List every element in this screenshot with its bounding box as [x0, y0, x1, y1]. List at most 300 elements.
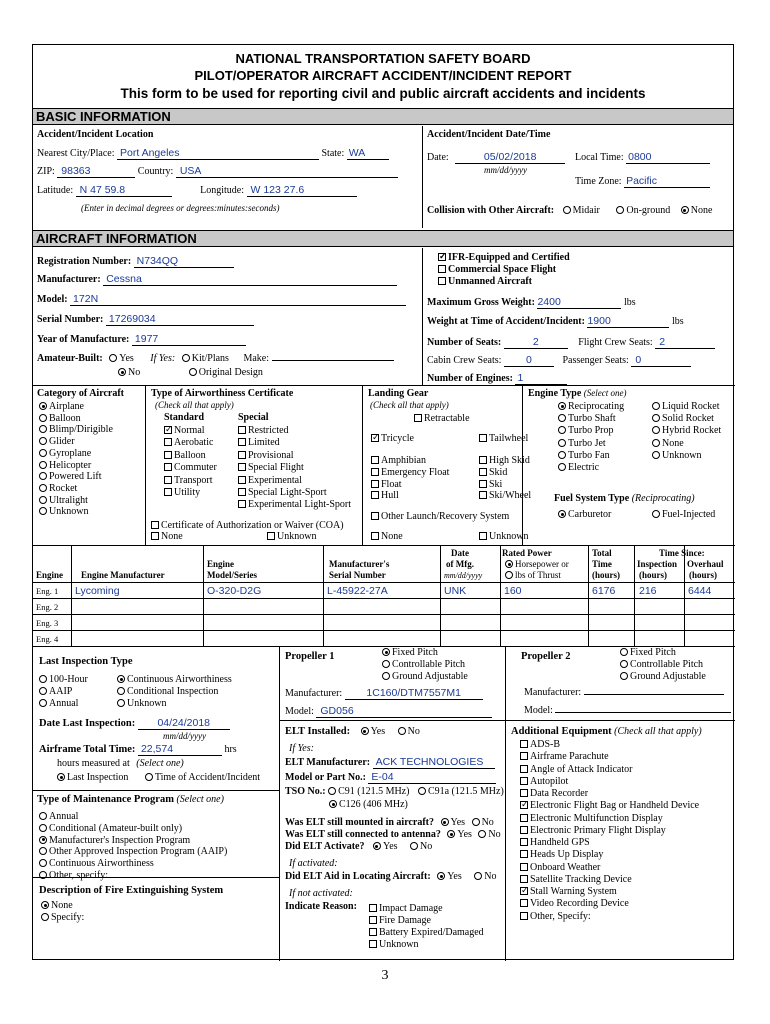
elt-installed-yes[interactable]: Yes: [361, 726, 386, 737]
checkbox-icon: [238, 451, 246, 459]
radio-selected-icon: [382, 648, 390, 656]
category-rocket[interactable]: Rocket: [39, 483, 113, 495]
engine-type-title: Engine Type: [528, 388, 582, 399]
th-serial-1: Manufacturer's: [329, 559, 390, 569]
if-yes-label: If Yes:: [150, 353, 176, 364]
amateur-yes[interactable]: Yes: [109, 353, 134, 364]
spc-special-light-sport[interactable]: Special Light-Sport: [238, 487, 351, 499]
equipment-note: (Check all that apply): [614, 726, 702, 737]
elt-mounted-yes[interactable]: Yes: [441, 817, 466, 828]
airframe-total-time-field[interactable]: 22,574: [138, 743, 222, 756]
tso-c126[interactable]: C126 (406 MHz): [329, 799, 408, 810]
equip-efb[interactable]: ✓Electronic Flight Bag or Handheld Device: [520, 800, 699, 812]
landing-gear-note: (Check all that apply): [370, 400, 449, 410]
equip-hud[interactable]: Heads Up Display: [520, 849, 699, 861]
local-time-field[interactable]: 0800: [626, 151, 710, 164]
equip-autopilot[interactable]: Autopilot: [520, 776, 699, 788]
country-label: Country:: [137, 166, 174, 177]
engine-unknown[interactable]: Unknown: [652, 450, 721, 462]
th-total-1: Total: [592, 548, 612, 558]
elt-connected-label: Was ELT still connected to antenna?: [285, 829, 441, 840]
checkbox-icon: [520, 838, 528, 846]
longitude-label: Longitude:: [200, 185, 244, 196]
elt-activate-no[interactable]: No: [410, 841, 432, 852]
engine-turbo-shaft[interactable]: Turbo Shaft: [558, 413, 624, 425]
checkbox-checked-icon: [520, 887, 528, 895]
category-helicopter[interactable]: Helicopter: [39, 460, 113, 472]
equip-data-recorder[interactable]: Data Recorder: [520, 788, 699, 800]
eng1-serial[interactable]: L-45922-27A: [327, 585, 388, 597]
cabin-crew-seats-label: Cabin Crew Seats:: [427, 355, 502, 366]
engines-field[interactable]: 1: [515, 372, 567, 385]
engines-label: Number of Engines:: [427, 373, 513, 384]
fuel-injected[interactable]: Fuel-Injected: [652, 509, 715, 520]
engine-turbo-prop[interactable]: Turbo Prop: [558, 425, 624, 437]
gear-retractable[interactable]: Retractable: [414, 413, 470, 424]
radio-icon: [474, 872, 482, 880]
radio-icon: [39, 507, 47, 515]
prop2-manufacturer-field[interactable]: [584, 694, 724, 695]
equip-other[interactable]: Other, Specify:: [520, 911, 699, 923]
th-engine-model-2: Model/Series: [207, 570, 257, 580]
spc-provisional[interactable]: Provisional: [238, 450, 351, 462]
eng1-date[interactable]: UNK: [444, 585, 467, 597]
engine-solid-rocket[interactable]: Solid Rocket: [652, 413, 721, 425]
insp-annual[interactable]: Annual: [39, 698, 88, 710]
elt-manufacturer-field[interactable]: ACK TECHNOLOGIES: [373, 756, 495, 769]
kit-plans-option[interactable]: Kit/Plans: [182, 353, 229, 364]
radio-icon: [620, 648, 628, 656]
maint-conditional[interactable]: Conditional (Amateur-built only): [39, 823, 241, 835]
propeller-1-title: Propeller 1: [285, 651, 335, 662]
gear-high-skid[interactable]: High Skid: [479, 455, 531, 467]
std-aerobatic[interactable]: Aerobatic: [164, 437, 217, 449]
checkbox-icon: [164, 438, 172, 446]
checkbox-icon: [369, 928, 377, 936]
airworthiness-title: Type of Airworthiness Certificate: [151, 388, 294, 399]
category-unknown[interactable]: Unknown: [39, 506, 113, 518]
gear-tricycle[interactable]: ✓Tricycle: [371, 433, 414, 444]
airworthiness-none[interactable]: None: [151, 531, 183, 542]
checkbox-icon: [520, 777, 528, 785]
checkbox-icon: [438, 265, 446, 273]
collision-midair[interactable]: Midair: [563, 205, 600, 216]
gear-other-launch[interactable]: Other Launch/Recovery System: [371, 511, 509, 522]
category-ultralight[interactable]: Ultralight: [39, 495, 113, 507]
manufacturer-field[interactable]: Cessna: [103, 273, 397, 286]
maint-manufacturer[interactable]: Manufacturer's Inspection Program: [39, 835, 241, 847]
passenger-seats-field[interactable]: 0: [631, 354, 691, 367]
prop1-fixed-pitch[interactable]: Fixed Pitch: [382, 647, 468, 659]
checkbox-icon: [520, 740, 528, 748]
ifr-equipped[interactable]: ✓IFR-Equipped and Certified: [438, 252, 570, 263]
page-number: 3: [381, 968, 389, 983]
checkbox-icon: [520, 850, 528, 858]
time-zone-field[interactable]: Pacific: [624, 175, 710, 188]
th-date-1: Date: [451, 548, 469, 558]
date-last-inspection-field[interactable]: 04/24/2018: [138, 717, 230, 730]
radio-icon: [652, 510, 660, 518]
tso-c91[interactable]: C91 (121.5 MHz): [328, 786, 409, 797]
gear-none[interactable]: None: [371, 531, 403, 542]
hrs-label: hrs: [224, 744, 237, 755]
reason-battery[interactable]: Battery Expired/Damaged: [369, 927, 484, 939]
engine-liquid-rocket[interactable]: Liquid Rocket: [652, 401, 721, 413]
elt-aid-yes[interactable]: Yes: [437, 871, 462, 882]
checkbox-icon: [164, 476, 172, 484]
gear-hull[interactable]: Hull: [371, 490, 449, 502]
radio-icon: [382, 672, 390, 680]
registration-field[interactable]: N734QQ: [134, 255, 234, 268]
date-format-hint: mm/dd/yyyy: [484, 165, 527, 175]
radio-icon: [39, 699, 47, 707]
radio-icon: [109, 354, 117, 362]
eng1-since-inspection[interactable]: 216: [639, 585, 657, 597]
category-airplane[interactable]: Airplane: [39, 401, 113, 413]
checkbox-checked-icon: [371, 434, 379, 442]
airframe-total-time-label: Airframe Total Time:: [39, 744, 136, 755]
checkbox-icon: [164, 488, 172, 496]
radio-icon: [478, 830, 486, 838]
gear-float[interactable]: Float: [371, 479, 449, 491]
std-utility[interactable]: Utility: [164, 487, 217, 499]
radio-selected-icon: [41, 901, 49, 909]
th-inspection-1: Inspection: [637, 559, 678, 569]
checkbox-icon: [369, 940, 377, 948]
reason-impact-damage[interactable]: Impact Damage: [369, 903, 484, 915]
radio-icon: [41, 913, 49, 921]
unmanned-aircraft[interactable]: Unmanned Aircraft: [438, 276, 532, 287]
collision-none[interactable]: None: [681, 205, 713, 216]
elt-connected-no[interactable]: No: [478, 829, 500, 840]
eng1-total-time[interactable]: 6176: [592, 585, 616, 597]
radio-icon: [39, 449, 47, 457]
checkbox-icon: [371, 480, 379, 488]
elt-if-not-activated: If not activated:: [289, 888, 353, 899]
collision-on-ground[interactable]: On-ground: [616, 205, 670, 216]
elt-if-yes: If Yes:: [289, 743, 314, 754]
fire-none[interactable]: None: [41, 900, 84, 912]
category-title: Category of Aircraft: [37, 388, 125, 399]
gear-tailwheel[interactable]: Tailwheel: [479, 433, 528, 444]
radio-selected-icon: [373, 842, 381, 850]
equip-mfd[interactable]: Electronic Multifunction Display: [520, 813, 699, 825]
equip-satellite-tracking[interactable]: Satellite Tracking Device: [520, 874, 699, 886]
city-field[interactable]: Port Angeles: [117, 147, 319, 160]
radio-icon: [145, 773, 153, 781]
prop2-model-field[interactable]: [555, 712, 731, 713]
th-lbs-thrust[interactable]: lbs of Thrust: [505, 570, 561, 580]
std-commuter[interactable]: Commuter: [164, 462, 217, 474]
checkbox-icon: [267, 532, 275, 540]
eng1-label: Eng. 1: [36, 586, 59, 596]
gear-skid[interactable]: Skid: [479, 467, 531, 479]
cabin-crew-seats-field[interactable]: 0: [504, 354, 554, 367]
radio-selected-icon: [681, 206, 689, 214]
radio-selected-icon: [447, 830, 455, 838]
gear-ski-wheel[interactable]: Ski/Wheel: [479, 490, 531, 502]
prop1-model-field[interactable]: GD056: [316, 705, 492, 718]
spc-restricted[interactable]: Restricted: [238, 425, 351, 437]
state-field[interactable]: WA: [347, 147, 389, 160]
prop1-manufacturer-label: Manufacturer:: [285, 688, 343, 699]
engine-type-left: [558, 401, 624, 474]
category-powered-lift[interactable]: Powered Lift: [39, 471, 113, 483]
th-rated-power: Rated Power: [502, 548, 552, 558]
flight-crew-seats-field[interactable]: 2: [655, 336, 715, 349]
checkbox-checked-icon: [520, 801, 528, 809]
category-glider[interactable]: Glider: [39, 436, 113, 448]
radio-icon: [39, 871, 47, 879]
commercial-space-flight[interactable]: Commercial Space Flight: [438, 264, 556, 275]
airworthiness-unknown[interactable]: Unknown: [267, 531, 316, 542]
make-label: Make:: [243, 353, 269, 364]
gear-amphibian[interactable]: Amphibian: [371, 455, 449, 467]
checkbox-icon: [371, 491, 379, 499]
propeller-2-title: Propeller 2: [521, 651, 571, 662]
elt-mounted-no[interactable]: No: [472, 817, 494, 828]
radio-icon: [39, 437, 47, 445]
hours-measured-note: (Select one): [136, 758, 184, 769]
radio-icon: [652, 451, 660, 459]
prop1-manufacturer-field[interactable]: 1C160/DTM7557M1: [345, 687, 483, 700]
radio-icon: [39, 847, 47, 855]
radio-selected-icon: [117, 675, 125, 683]
reason-fire-damage[interactable]: Fire Damage: [369, 915, 484, 927]
fuel-carburetor[interactable]: Carburetor: [558, 509, 611, 520]
engine-turbo-jet[interactable]: Turbo Jet: [558, 438, 624, 450]
coa-option[interactable]: Certificate of Authorization or Waiver (COA): [151, 520, 344, 531]
gear-left-list: [371, 455, 449, 502]
tso-c91a[interactable]: C91a (121.5 MHz): [418, 786, 504, 797]
passenger-seats-label: Passenger Seats:: [562, 355, 629, 366]
elt-mounted-label: Was ELT still mounted in aircraft?: [285, 817, 435, 828]
equip-video-recording[interactable]: Video Recording Device: [520, 898, 699, 910]
elt-aid-no[interactable]: No: [474, 871, 496, 882]
radio-icon: [382, 660, 390, 668]
equip-pfd[interactable]: Electronic Primary Flight Display: [520, 825, 699, 837]
prop2-model-label: Model:: [524, 705, 553, 716]
radio-selected-icon: [329, 800, 337, 808]
latitude-label: Latitude:: [37, 185, 74, 196]
engine-type-note: (Select one): [583, 388, 627, 398]
insp-unknown[interactable]: Unknown: [117, 698, 232, 710]
max-gross-weight-field[interactable]: 2400: [537, 296, 621, 309]
checkbox-icon: [238, 426, 246, 434]
spc-experimental-light-sport[interactable]: Experimental Light-Sport: [238, 499, 351, 511]
zip-field[interactable]: 98363: [57, 165, 135, 178]
checkbox-icon: [479, 468, 487, 476]
th-engine-manufacturer: Engine Manufacturer: [81, 570, 165, 580]
maint-other-approved[interactable]: Other Approved Inspection Program (AAIP): [39, 846, 241, 858]
collision-label: Collision with Other Aircraft:: [427, 205, 555, 216]
checkbox-icon: [520, 912, 528, 920]
date-field[interactable]: 05/02/2018: [455, 151, 565, 164]
radio-icon: [558, 451, 566, 459]
engine-hybrid-rocket[interactable]: Hybrid Rocket: [652, 425, 721, 437]
time-zone-label: Time Zone:: [575, 176, 622, 187]
equipment-list: [520, 739, 699, 923]
prop2-controllable[interactable]: Controllable Pitch: [620, 659, 706, 671]
equip-aoa-indicator[interactable]: Angle of Attack Indicator: [520, 764, 699, 776]
radio-icon: [652, 414, 660, 422]
eng1-since-overhaul[interactable]: 6444: [688, 585, 712, 597]
checkbox-icon: [479, 434, 487, 442]
hours-measured-label: hours measured at: [57, 758, 130, 769]
maint-other[interactable]: Other, specify:: [39, 870, 241, 882]
form-agency-title: NATIONAL TRANSPORTATION SAFETY BOARD: [235, 51, 531, 66]
radio-selected-icon: [39, 836, 47, 844]
elt-model-field[interactable]: E-04: [368, 771, 496, 784]
model-label: Model:: [37, 294, 68, 305]
measured-last-inspection[interactable]: Last Inspection: [57, 772, 128, 783]
th-horsepower[interactable]: Horsepower or: [505, 559, 569, 569]
gear-ski[interactable]: Ski: [479, 479, 531, 491]
spc-experimental[interactable]: Experimental: [238, 475, 351, 487]
engine-reciprocating[interactable]: Reciprocating: [558, 401, 624, 413]
engine-turbo-fan[interactable]: Turbo Fan: [558, 450, 624, 462]
weight-at-time-field[interactable]: 1900: [587, 315, 669, 328]
equip-onboard-weather[interactable]: Onboard Weather: [520, 862, 699, 874]
radio-icon: [39, 675, 47, 683]
elt-installed-no[interactable]: No: [398, 726, 420, 737]
checkbox-icon: [520, 826, 528, 834]
radio-icon: [39, 484, 47, 492]
spc-special-flight[interactable]: Special Flight: [238, 462, 351, 474]
checkbox-icon: [151, 521, 159, 529]
original-design-option[interactable]: Original Design: [189, 367, 263, 378]
prop1-ground-adjustable[interactable]: Ground Adjustable: [382, 671, 468, 683]
std-normal[interactable]: ✓Normal: [164, 425, 217, 437]
fire-specify[interactable]: Specify:: [41, 912, 84, 924]
category-blimp[interactable]: Blimp/Dirigible: [39, 424, 113, 436]
checkbox-icon: [520, 863, 528, 871]
radio-icon: [563, 206, 571, 214]
insp-conditional[interactable]: Conditional Inspection: [117, 686, 232, 698]
latitude-field[interactable]: N 47 59.8: [76, 184, 172, 197]
prop2-fixed-pitch[interactable]: Fixed Pitch: [620, 647, 706, 659]
std-balloon[interactable]: Balloon: [164, 450, 217, 462]
prop2-manufacturer-label: Manufacturer:: [524, 687, 582, 698]
eng1-model[interactable]: O-320-D2G: [207, 585, 262, 597]
prop1-model-label: Model:: [285, 706, 314, 717]
make-field[interactable]: [272, 360, 394, 361]
gear-emergency-float[interactable]: Emergency Float: [371, 467, 449, 479]
insp-continuous[interactable]: Continuous Airworthiness: [117, 674, 232, 686]
gear-unknown[interactable]: Unknown: [479, 531, 528, 542]
radio-icon: [652, 439, 660, 447]
eng1-manufacturer[interactable]: Lycoming: [75, 585, 120, 597]
eng1-power[interactable]: 160: [504, 585, 522, 597]
weight-at-time-label: Weight at Time of Accident/Incident:: [427, 316, 585, 327]
checkbox-icon: [479, 480, 487, 488]
checkbox-icon: [238, 438, 246, 446]
insp-100-hour[interactable]: 100-Hour: [39, 674, 88, 686]
engine-electric[interactable]: Electric: [558, 462, 624, 474]
date-label: Date:: [427, 152, 449, 163]
radio-icon: [39, 461, 47, 469]
elt-aid-label: Did ELT Aid in Locating Aircraft:: [285, 871, 431, 882]
equip-handheld-gps[interactable]: Handheld GPS: [520, 837, 699, 849]
radio-icon: [39, 859, 47, 867]
th-overhaul-1: Overhaul: [687, 559, 724, 569]
th-inspection-2: (hours): [639, 570, 668, 580]
radio-icon: [39, 414, 47, 422]
radio-icon: [505, 571, 513, 579]
maintenance-title: Type of Maintenance Program: [37, 794, 174, 805]
elt-manufacturer-label: ELT Manufacturer:: [285, 757, 371, 768]
radio-icon: [558, 439, 566, 447]
special-list: [238, 425, 351, 512]
checkbox-icon: [520, 752, 528, 760]
category-balloon[interactable]: Balloon: [39, 413, 113, 425]
eng3-label: Eng. 3: [36, 618, 59, 628]
radio-icon: [182, 354, 190, 362]
prop1-controllable[interactable]: Controllable Pitch: [382, 659, 468, 671]
lbs-label: lbs: [623, 297, 636, 308]
th-engine-model-1: Engine: [207, 559, 235, 569]
reason-unknown[interactable]: Unknown: [369, 939, 484, 951]
elt-connected-yes[interactable]: Yes: [447, 829, 472, 840]
radio-icon: [39, 824, 47, 832]
city-label: Nearest City/Place:: [37, 148, 115, 159]
checkbox-icon: [164, 463, 172, 471]
engine-none[interactable]: None: [652, 438, 721, 450]
basic-information-band: BASIC INFORMATION: [33, 108, 733, 125]
insp-aaip[interactable]: AAIP: [39, 686, 88, 698]
std-transport[interactable]: Transport: [164, 475, 217, 487]
equip-ads-b[interactable]: ADS-B: [520, 739, 699, 751]
serial-number-field[interactable]: 17269034: [106, 313, 254, 326]
category-gyroplane[interactable]: Gyroplane: [39, 448, 113, 460]
radio-selected-icon: [118, 368, 126, 376]
maint-other-field[interactable]: [111, 877, 241, 878]
amateur-no[interactable]: No: [118, 367, 140, 378]
equip-airframe-parachute[interactable]: Airframe Parachute: [520, 751, 699, 763]
radio-selected-icon: [437, 872, 445, 880]
radio-selected-icon: [57, 773, 65, 781]
checkbox-icon: [414, 414, 422, 422]
prop2-ground-adjustable[interactable]: Ground Adjustable: [620, 671, 706, 683]
country-field[interactable]: USA: [176, 165, 398, 178]
maint-annual[interactable]: Annual: [39, 811, 241, 823]
engine-type-right: [652, 401, 721, 462]
th-date-3: mm/dd/yyyy: [444, 571, 483, 580]
longitude-field[interactable]: W 123 27.6: [247, 184, 357, 197]
max-gross-weight-label: Maximum Gross Weight:: [427, 297, 535, 308]
radio-icon: [410, 842, 418, 850]
radio-icon: [418, 787, 426, 795]
checkbox-checked-icon: [438, 253, 446, 261]
elt-activate-yes[interactable]: Yes: [373, 841, 398, 852]
year-label: Year of Manufacture:: [37, 334, 130, 345]
measured-time-of-accident[interactable]: Time of Accident/Incident: [145, 772, 260, 783]
year-field[interactable]: 1977: [132, 333, 246, 346]
spc-limited[interactable]: Limited: [238, 437, 351, 449]
seats-label: Number of Seats:: [427, 337, 502, 348]
equip-stall-warning[interactable]: ✓Stall Warning System: [520, 886, 699, 898]
model-field[interactable]: 172N: [70, 293, 406, 306]
maint-continuous[interactable]: Continuous Airworthiness: [39, 858, 241, 870]
elt-activate-label: Did ELT Activate?: [285, 841, 365, 852]
landing-gear-title: Landing Gear: [368, 388, 429, 399]
standard-heading: Standard: [164, 412, 205, 423]
checkbox-icon: [151, 532, 159, 540]
radio-icon: [39, 496, 47, 504]
seats-field[interactable]: 2: [504, 336, 568, 349]
inspection-date-format: mm/dd/yyyy: [163, 731, 206, 741]
eng4-label: Eng. 4: [36, 634, 59, 644]
